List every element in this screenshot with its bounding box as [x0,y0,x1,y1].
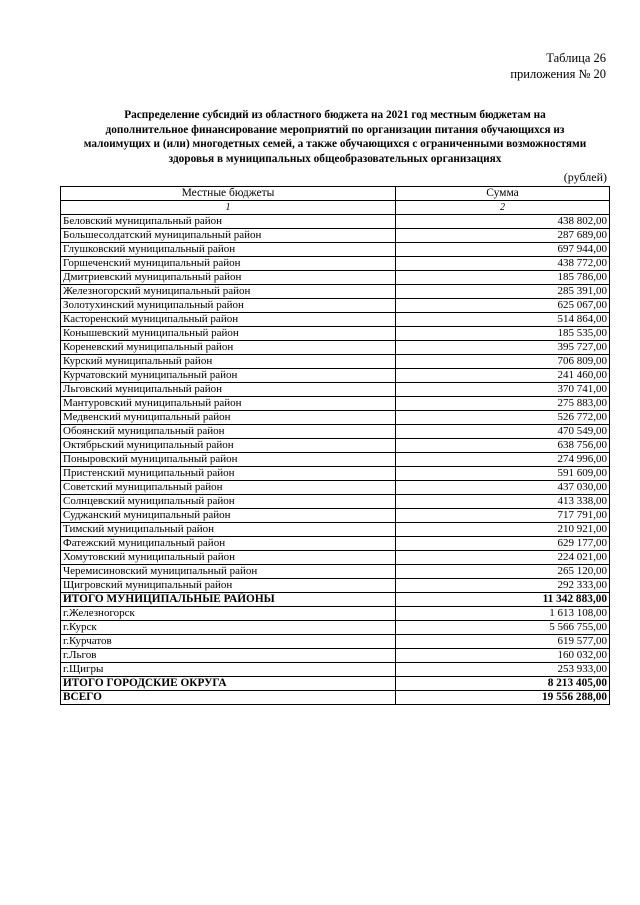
amount-cell: 253 933,00 [396,663,610,677]
budget-name-cell: г.Льгов [61,649,396,663]
budget-name-cell: Глушковский муниципальный район [61,243,396,257]
title-line-4: здоровья в муниципальных общеобразовательных организациях [168,152,502,165]
table-total-row [61,593,610,607]
budget-name-cell: Обоянский муниципальный район [61,425,396,439]
budget-name-cell: г.Курск [61,621,396,635]
budget-name-cell: Советский муниципальный район [61,481,396,495]
budget-name-cell: Большесолдатский муниципальный район [61,229,396,243]
title-line-2: дополнительное финансирование мероприятий по организации питания обучающихся из [105,123,565,136]
amount-cell: 19 556 288,00 [396,691,610,705]
table-row [61,313,610,327]
amount-cell: 224 021,00 [396,551,610,565]
table-row [61,551,610,565]
amount-cell: 265 120,00 [396,565,610,579]
amount-cell: 638 756,00 [396,439,610,453]
table-number-label: Таблица 26 [546,51,606,65]
column-number-1: 1 [61,201,396,215]
budget-name-cell: Железногорский муниципальный район [61,285,396,299]
budget-name-cell: Пристенский муниципальный район [61,467,396,481]
amount-cell: 437 030,00 [396,481,610,495]
column-header-amount: Сумма [396,187,610,201]
budget-name-cell: Конышевский муниципальный район [61,327,396,341]
budget-name-cell: Льговский муниципальный район [61,383,396,397]
amount-cell: 274 996,00 [396,453,610,467]
table-row [61,523,610,537]
amount-cell: 625 067,00 [396,299,610,313]
table-reference [510,50,606,82]
table-row [61,285,610,299]
table-row [61,215,610,229]
amount-cell: 514 864,00 [396,313,610,327]
amount-cell: 241 460,00 [396,369,610,383]
table-row [61,383,610,397]
budget-name-cell: Горшеченский муниципальный район [61,257,396,271]
amount-cell: 591 609,00 [396,467,610,481]
amount-cell: 438 802,00 [396,215,610,229]
table-body [61,215,610,705]
document-title [60,108,610,166]
budget-name-cell: ВСЕГО [61,691,396,705]
table-row [61,453,610,467]
budget-name-cell: Хомутовский муниципальный район [61,551,396,565]
column-number-row [61,201,610,215]
budget-name-cell: Курский муниципальный район [61,355,396,369]
budget-name-cell: Щигровский муниципальный район [61,579,396,593]
table-row [61,397,610,411]
budget-name-cell: Черемисиновский муниципальный район [61,565,396,579]
table-row [61,425,610,439]
budget-name-cell: Суджанский муниципальный район [61,509,396,523]
budget-name-cell: Золотухинский муниципальный район [61,299,396,313]
budget-name-cell: Дмитриевский муниципальный район [61,271,396,285]
amount-cell: 629 177,00 [396,537,610,551]
table-row [61,509,610,523]
table-row [61,243,610,257]
amount-cell: 185 786,00 [396,271,610,285]
table-row [61,439,610,453]
budget-name-cell: Кореневский муниципальный район [61,341,396,355]
amount-cell: 1 613 108,00 [396,607,610,621]
amount-cell: 619 577,00 [396,635,610,649]
budget-name-cell: Тимский муниципальный район [61,523,396,537]
table-total-row [61,691,610,705]
budget-name-cell: Касторенский муниципальный район [61,313,396,327]
amount-cell: 395 727,00 [396,341,610,355]
amount-cell: 285 391,00 [396,285,610,299]
amount-cell: 8 213 405,00 [396,677,610,691]
amount-cell: 11 342 883,00 [396,593,610,607]
table-row [61,635,610,649]
budget-name-cell: Беловский муниципальный район [61,215,396,229]
table-row [61,229,610,243]
amount-cell: 438 772,00 [396,257,610,271]
amount-cell: 370 741,00 [396,383,610,397]
table-row [61,327,610,341]
table-row [61,607,610,621]
amount-cell: 160 032,00 [396,649,610,663]
table-total-row [61,677,610,691]
subsidy-table [60,186,610,705]
table-row [61,257,610,271]
table-row [61,537,610,551]
budget-name-cell: г.Курчатов [61,635,396,649]
table-row [61,369,610,383]
budget-name-cell: г.Щигры [61,663,396,677]
amount-cell: 717 791,00 [396,509,610,523]
title-line-1: Распределение субсидий из областного бюджета на 2021 год местным бюджетам на [124,109,546,121]
units-label: (рублей) [563,170,607,184]
table-row [61,621,610,635]
table-row [61,341,610,355]
title-line-3: малоимущих и (или) многодетных семей, а также обучающихся с ограниченными возможностями [83,138,587,151]
amount-cell: 706 809,00 [396,355,610,369]
table-header-row [61,187,610,201]
column-header-budgets: Местные бюджеты [61,187,396,201]
amount-cell: 287 689,00 [396,229,610,243]
budget-name-cell: Поныровский муниципальный район [61,453,396,467]
table-row [61,565,610,579]
budget-name-cell: г.Железногорск [61,607,396,621]
budget-name-cell: Фатежский муниципальный район [61,537,396,551]
amount-cell: 470 549,00 [396,425,610,439]
amount-cell: 275 883,00 [396,397,610,411]
budget-name-cell: ИТОГО ГОРОДСКИЕ ОКРУГА [61,677,396,691]
amount-cell: 526 772,00 [396,411,610,425]
table-row [61,663,610,677]
table-row [61,271,610,285]
table-row [61,481,610,495]
amount-cell: 697 944,00 [396,243,610,257]
amount-cell: 292 333,00 [396,579,610,593]
budget-name-cell: Курчатовский муниципальный район [61,369,396,383]
table-row [61,299,610,313]
table-row [61,411,610,425]
amount-cell: 210 921,00 [396,523,610,537]
table-row [61,579,610,593]
appendix-number-label: приложения № 20 [510,67,606,81]
budget-name-cell: Медвенский муниципальный район [61,411,396,425]
column-number-2: 2 [396,201,610,215]
table-row [61,495,610,509]
amount-cell: 413 338,00 [396,495,610,509]
amount-cell: 185 535,00 [396,327,610,341]
table-row [61,355,610,369]
budget-name-cell: Солнцевский муниципальный район [61,495,396,509]
table-row [61,649,610,663]
table-row [61,467,610,481]
budget-name-cell: Октябрьский муниципальный район [61,439,396,453]
amount-cell: 5 566 755,00 [396,621,610,635]
budget-name-cell: ИТОГО МУНИЦИПАЛЬНЫЕ РАЙОНЫ [61,593,396,607]
budget-name-cell: Мантуровский муниципальный район [61,397,396,411]
